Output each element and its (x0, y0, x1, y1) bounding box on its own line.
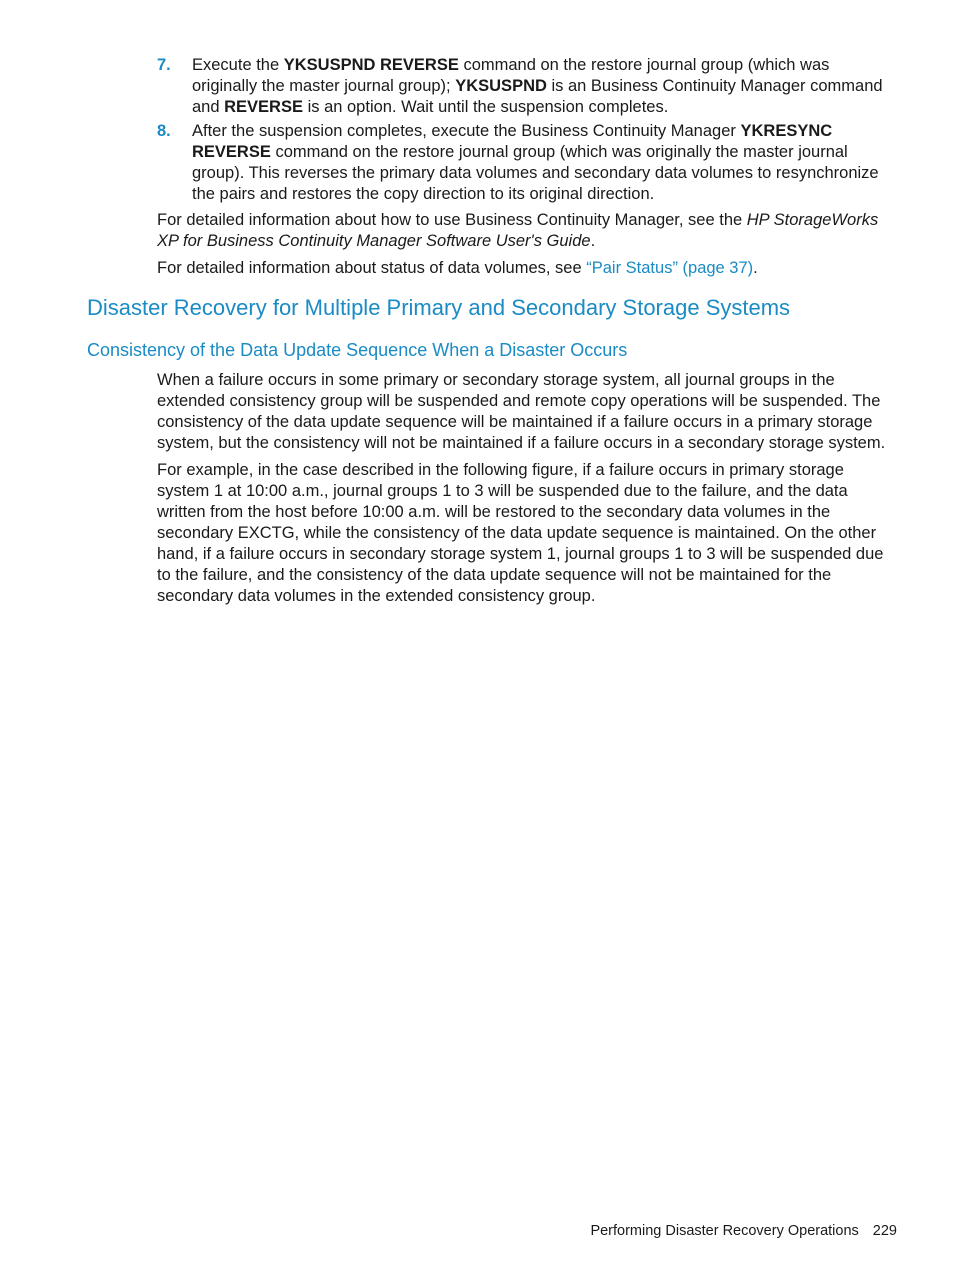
step-7 (157, 55, 899, 118)
step-text: Execute the YKSUSPND REVERSE command on the restore journal group (which was originally the master journal group); YKSUSPND is an Business Continuity Manager command and REVERSE is an option. Wait until the suspension completes. (192, 56, 883, 116)
page-footer (590, 1222, 897, 1240)
pair-status-link[interactable]: “Pair Status” (page 37) (586, 259, 754, 277)
procedure-steps (157, 55, 899, 208)
command-yksuspnd-reverse: YKSUSPND REVERSE (283, 56, 459, 74)
subsection-heading: Consistency of the Data Update Sequence When a Disaster Occurs (87, 340, 628, 360)
step-8 (157, 121, 899, 205)
failure-paragraph: When a failure occurs in some primary or secondary storage system, all journal groups in the extended consistency group will be suspended and remote copy operations will be suspended. The consistency of the data update sequence will be maintained if a failure occurs in a primary storage system, but the consistency will not be maintained if a failure occurs in a secondary storage system. (157, 371, 886, 452)
bcm-reference-paragraph: For detailed information about how to use Business Continuity Manager, see the HP StorageWorks XP for Business Continuity Manager Software User's Guide. (157, 211, 879, 250)
example-paragraph: For example, in the case described in the following figure, if a failure occurs in primary storage system 1 at 10:00 a.m., journal groups 1 to 3 will be suspended due to the failure, and the data written from the host before 10:00 a.m. will be restored to the secondary data volumes in the secondary EXCTG, while the consistency of the data update sequence is maintained. On the other hand, if a failure occurs in secondary storage system 1, journal groups 1 to 3 will be suspended due to the failure, and the consistency of the data update sequence will not be maintained for the secondary data volumes in the extended consistency group. (157, 461, 884, 605)
guide-title: HP StorageWorks XP for Business Continuity Manager Software User's Guide (157, 211, 879, 250)
page-number: 229 (872, 1223, 897, 1239)
step-text: After the suspension completes, execute the Business Continuity Manager YKRESYNC REVERSE command on the restore journal group (which was originally the master journal group). This reverses the primary data volumes and secondary data volumes to resynchronize the pairs and restores the copy direction to its original direction. (192, 122, 879, 203)
status-reference-paragraph: For detailed information about status of data volumes, see “Pair Status” (page 37). (157, 259, 758, 277)
footer-section-title: Performing Disaster Recovery Operations (590, 1223, 859, 1239)
intro-paragraphs (157, 210, 899, 285)
command-ykresync-reverse: YKRESYNC REVERSE (192, 122, 833, 161)
option-reverse: REVERSE (224, 98, 303, 116)
section-heading: Disaster Recovery for Multiple Primary and Secondary Storage Systems (87, 295, 791, 320)
step-number: 7. (157, 56, 171, 74)
command-yksuspnd: YKSUSPND (455, 77, 547, 95)
step-number: 8. (157, 122, 171, 140)
section-body (157, 370, 899, 613)
